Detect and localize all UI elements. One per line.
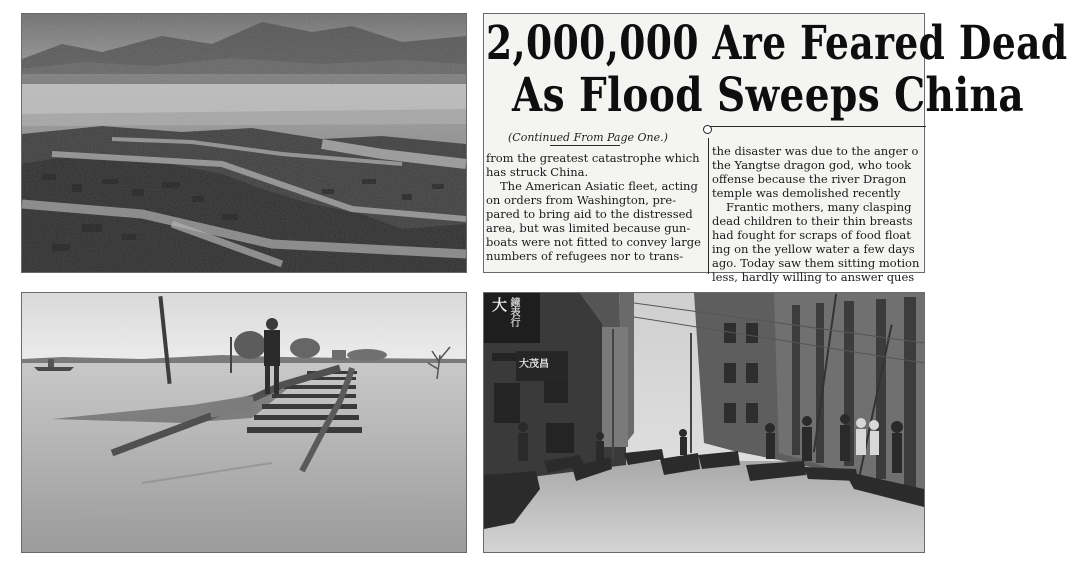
article-line: has struck China. [486, 165, 589, 179]
article-line: boats were not fitted to convey large [486, 235, 701, 249]
flooded-street-image [484, 293, 924, 552]
continued-byline: (Continued From Page One.) [508, 131, 668, 144]
article-right-column [712, 144, 926, 284]
article-line: the disaster was due to the anger o [712, 144, 919, 158]
article-line: offense because the river Dragon [712, 172, 907, 186]
byline-rule [550, 145, 620, 146]
flooded-railway-photo [21, 292, 467, 553]
aerial-flood-photo [21, 13, 467, 273]
article-line: less, hardly willing to answer ques [712, 270, 915, 284]
column-divider [708, 138, 709, 274]
headline-line-2: As Flood Sweeps China [512, 68, 1025, 123]
flooded-railway-image [22, 293, 466, 552]
shop-sign-a: 大 [490, 297, 508, 312]
shop-sign-c: 鐘表行 [508, 297, 519, 327]
article-line: had fought for scraps of food float [712, 228, 911, 242]
shop-sign-b: 大茂昌 [519, 359, 549, 370]
article-line: pared to bring aid to the distressed [486, 207, 693, 221]
article-line: from the greatest catastrophe which [486, 151, 700, 165]
newspaper-clipping [483, 13, 1068, 284]
article-line: numbers of refugees nor to trans- [486, 249, 684, 263]
article-line: Frantic mothers, many clasping [726, 200, 912, 214]
article-line: The American Asiatic fleet, acting [500, 179, 698, 193]
article-line: temple was demolished recently [712, 186, 901, 200]
article-line: ago. Today saw them sitting motion [712, 256, 920, 270]
article-line: ing on the yellow water a few days [712, 242, 915, 256]
article-line: the Yangtse dragon god, who took [712, 158, 912, 172]
ornament-dot [703, 125, 712, 134]
aerial-flood-image [22, 14, 466, 272]
article-line: area, but was limited because gun- [486, 221, 691, 235]
article-line: dead children to their thin breasts [712, 214, 913, 228]
headline-line-1: 2,000,000 Are Feared Dead [486, 16, 1068, 71]
flooded-street-photo [483, 292, 925, 553]
article-left-column [486, 151, 707, 273]
article-line: on orders from Washington, pre- [486, 193, 677, 207]
column-top-rule [710, 126, 926, 127]
